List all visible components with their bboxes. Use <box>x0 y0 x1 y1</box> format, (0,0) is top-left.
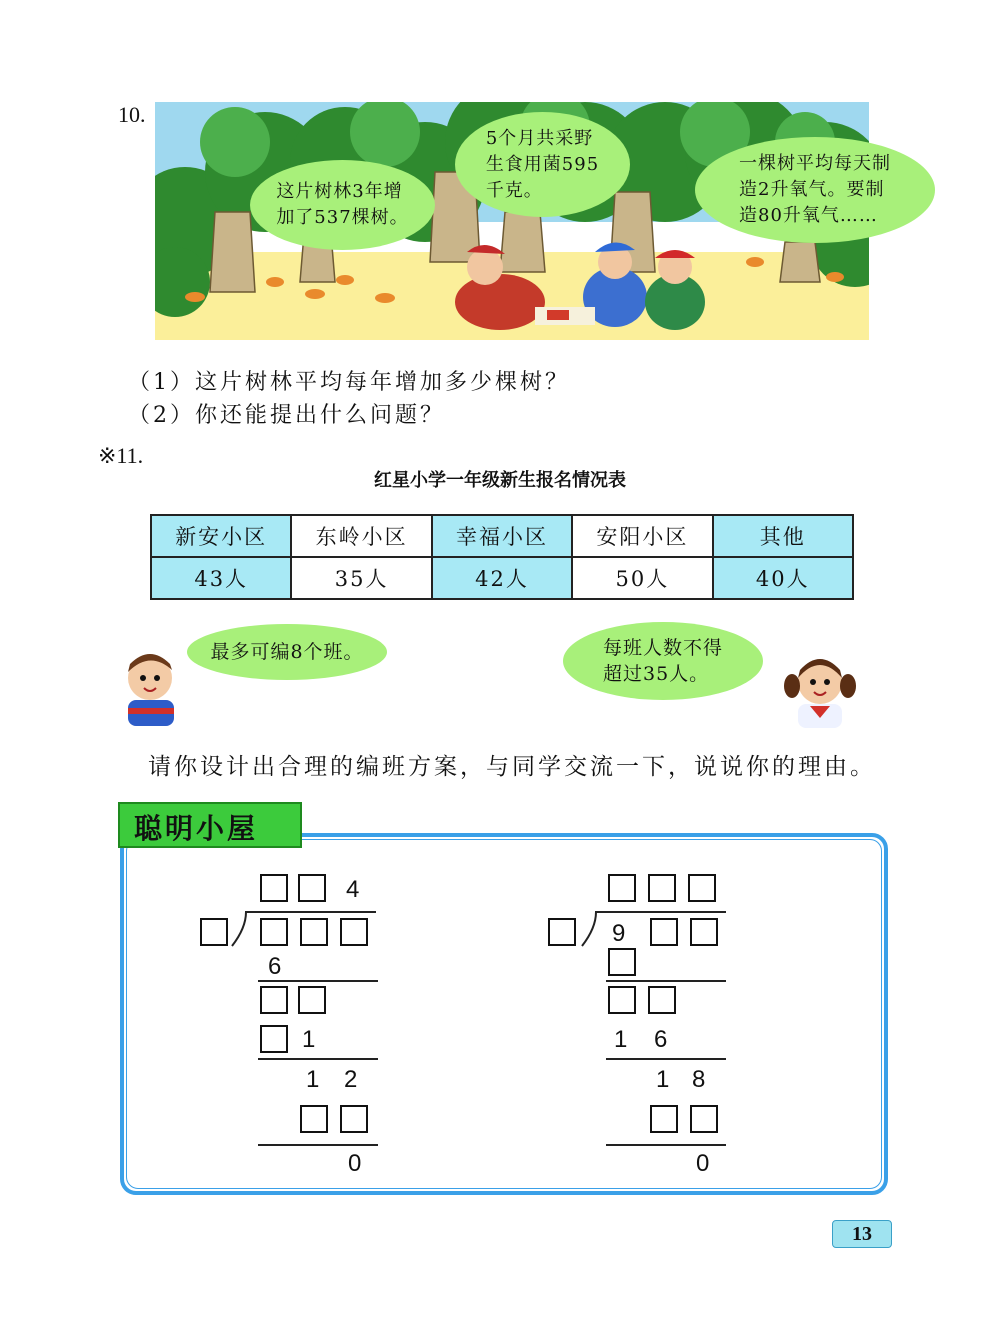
blank-box[interactable] <box>690 918 718 946</box>
question-1: （1）这片树林平均每年增加多少棵树？ <box>128 370 570 395</box>
step-digit: 1 <box>302 1026 316 1053</box>
speech-bubble-mushrooms: 5个月共采野 生食用菌595 千克。 <box>455 112 630 217</box>
blank-box[interactable] <box>300 1105 328 1133</box>
blank-box[interactable] <box>340 918 368 946</box>
blank-box[interactable] <box>648 986 676 1014</box>
blank-box[interactable] <box>650 1105 678 1133</box>
question-2: （2）你还能提出什么问题？ <box>128 403 445 428</box>
table-cell: 50人 <box>572 557 712 599</box>
blank-box[interactable] <box>650 918 678 946</box>
division-line <box>606 1144 726 1146</box>
blank-box[interactable] <box>608 986 636 1014</box>
remainder-digit: 0 <box>696 1150 710 1177</box>
division-line <box>258 980 378 982</box>
blank-box[interactable] <box>260 986 288 1014</box>
problem-10-number: 10. <box>118 102 146 127</box>
boy-speech-bubble: 最多可编8个班。 <box>187 624 387 680</box>
step-digit: 8 <box>692 1066 706 1093</box>
smart-house-title: 聪明小屋 <box>134 812 259 845</box>
division-line <box>606 1058 726 1060</box>
table-header-cell: 幸福小区 <box>432 515 572 557</box>
girl-speech-bubble: 每班人数不得 超过35人。 <box>563 622 763 700</box>
girl-illustration <box>780 652 860 728</box>
speech-bubble-oxygen: 一棵树平均每天制 造2升氧气。要制 造80升氧气…… <box>695 137 935 243</box>
table-header-row <box>151 515 853 557</box>
blank-box[interactable] <box>260 918 288 946</box>
dividend-digit: 9 <box>612 920 626 947</box>
blank-box[interactable] <box>260 1025 288 1053</box>
blank-box[interactable] <box>608 948 636 976</box>
table-header-cell: 东岭小区 <box>291 515 431 557</box>
registration-table <box>150 514 854 600</box>
smart-house-title-tab <box>118 802 302 848</box>
table-cell: 42人 <box>432 557 572 599</box>
divisor-box[interactable] <box>548 918 576 946</box>
remainder-digit: 0 <box>348 1150 362 1177</box>
step-digit: 6 <box>268 953 282 980</box>
divisor-box[interactable] <box>200 918 228 946</box>
blank-box[interactable] <box>648 874 676 902</box>
step-digit: 2 <box>344 1066 358 1093</box>
blank-box[interactable] <box>300 918 328 946</box>
division-line <box>258 1144 378 1146</box>
blank-box[interactable] <box>690 1105 718 1133</box>
step-digit: 1 <box>656 1066 670 1093</box>
instruction-text: 请你设计出合理的编班方案，与同学交流一下，说说你的理由。 <box>148 754 876 780</box>
blank-box[interactable] <box>260 874 288 902</box>
quotient-digit: 4 <box>346 876 360 903</box>
problem-11-number: ※11. <box>98 443 144 468</box>
table-title: 红星小学一年级新生报名情况表 <box>374 470 626 491</box>
blank-box[interactable] <box>298 874 326 902</box>
table-row <box>151 557 853 599</box>
step-digit: 1 <box>306 1066 320 1093</box>
table-header-cell: 其他 <box>713 515 853 557</box>
table-header-cell: 安阳小区 <box>572 515 712 557</box>
table-cell: 40人 <box>713 557 853 599</box>
blank-box[interactable] <box>608 874 636 902</box>
step-digit: 6 <box>654 1026 668 1053</box>
table-cell: 43人 <box>151 557 291 599</box>
page-number: 13 <box>832 1220 892 1248</box>
step-digit: 1 <box>614 1026 628 1053</box>
smart-house-inner-frame <box>126 839 882 1189</box>
table-header-cell: 新安小区 <box>151 515 291 557</box>
blank-box[interactable] <box>340 1105 368 1133</box>
speech-bubble-trees: 这片树林3年增 加了537棵树。 <box>250 160 435 250</box>
blank-box[interactable] <box>688 874 716 902</box>
division-line <box>258 1058 378 1060</box>
boy-illustration <box>118 650 184 726</box>
blank-box[interactable] <box>298 986 326 1014</box>
division-line <box>606 980 726 982</box>
table-cell: 35人 <box>291 557 431 599</box>
